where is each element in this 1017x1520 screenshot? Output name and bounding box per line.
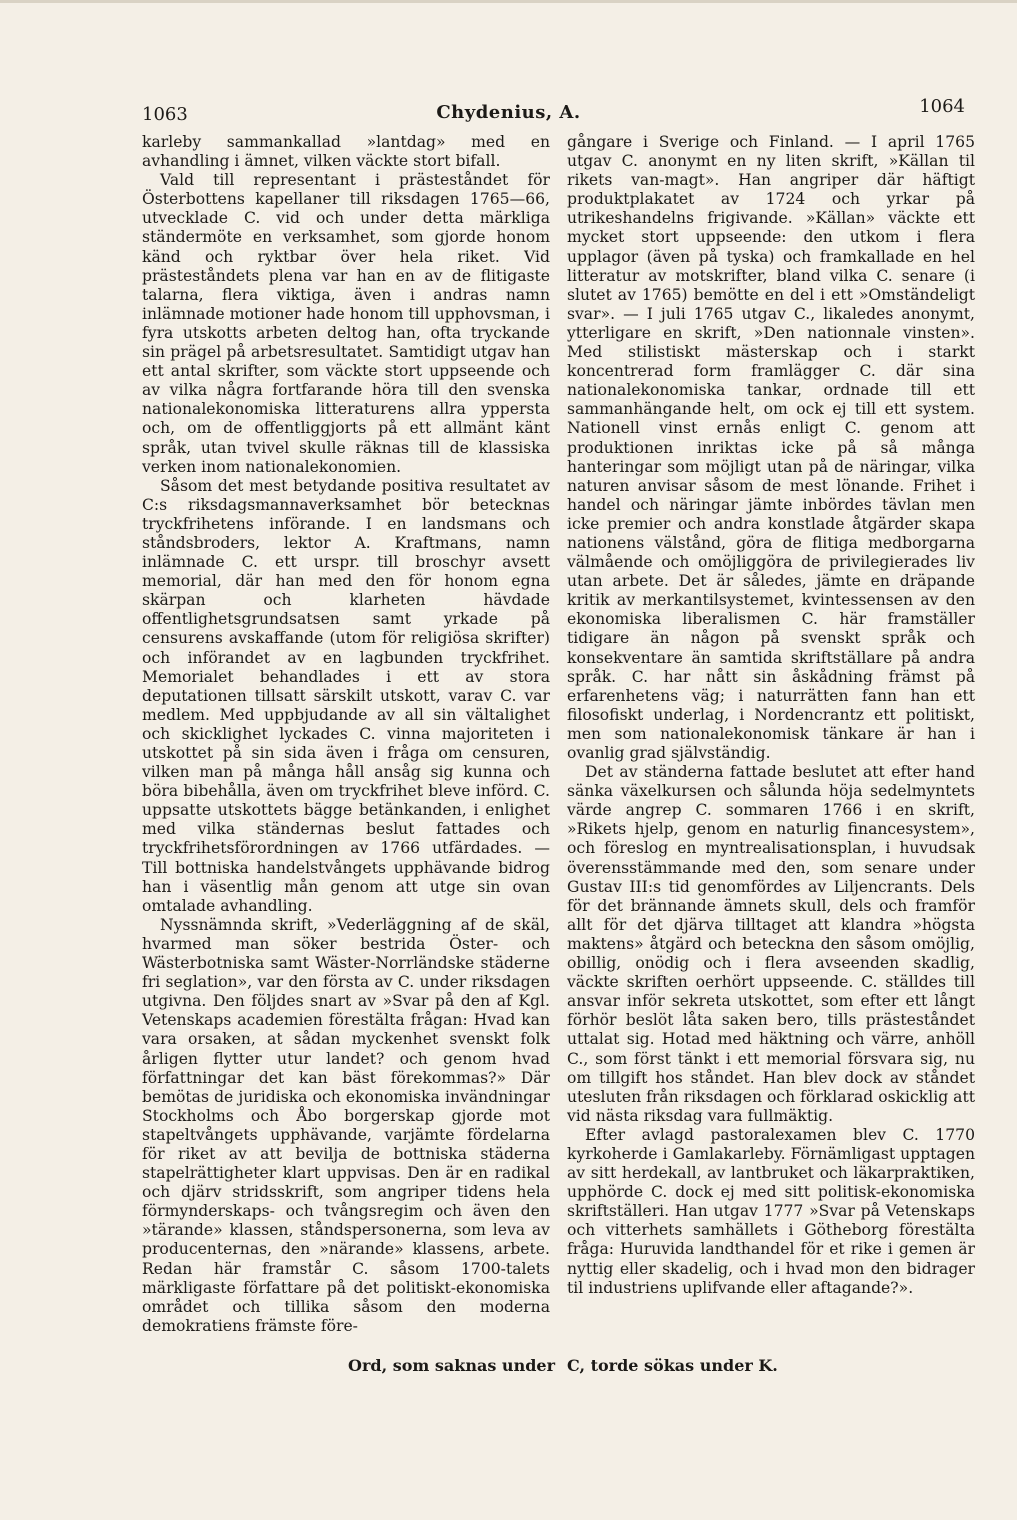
footer-note-left: Ord, som saknas under — [348, 1356, 555, 1375]
paragraph: Såsom det mest betydande positiva resultatet av C:s riksdagsmannaverksamhet bör betecknas tryckfrihetens införande. I en landsmans och ståndsbroders, lektor A. Kraftmans, namn inlämnade C. ett urspr. till broschyr avsett memorial, där han med den för honom egna skärpan och klarheten hävdade offentlighetsgrundsatsen samt yrkade på censurens avskaffande (utom för religiösa skrifter) och införandet av en lagbunden tryckfrihet. Memorialet behandlades i ett av stora deputationen tillsatt särskilt utskott, varav C. var medlem. Med uppbjudande av all sin vältalighet och skicklighet lyckades C. vinna majoriteten i utskottet på sin sida även i fråga om censuren, vilken man på många håll ansåg sig kunna och böra bibehålla, även om tryckfrihet bleve införd. C. uppsatte utskottets bägge betänkanden, i enlighet med vilka ständernas beslut fattades och tryckfrihetsförordningen av 1766 utfärdades. — Till bottniska handelstvångets upphävande bidrog han i väsentlig mån genom att utge sin ovan omtalade avhandling. — [142, 476, 550, 915]
paragraph: karleby sammankallad »lantdag» med en avhandling i ämnet, vilken väckte stort bifall. — [142, 133, 550, 171]
running-header — [0, 96, 1017, 128]
paragraph: Det av ständerna fattade beslutet att efter hand sänka växelkursen och sålunda höja sedelmyntets värde angrep C. sommaren 1766 i en skrift, »Rikets hjelp, genom en naturlig financesystem», och föreslog en myntrealisationsplan, i huvudsak överensstämmande med den, som senare under Gustav III:s tid genomfördes av Liljencrants. Dels för det brännande ämnets skull, dels och framför allt för det djärva tilltaget att klandra »högsta maktens» åtgärd och beteckna den såsom omöjlig, obillig, onödig och i flera avseenden skadlig, väckte skriften oerhört uppseende. C. ställdes till ansvar inför sekreta utskottet, som efter ett långt förhör beslöt låta saken bero, tills prästeståndet uttalat sig. Hotad med häktning och värre, anhöll C., som först tänkt i ett memorial försvara sig, nu om tillgift hos ståndet. Han blev dock av ståndet utesluten från riksdagen och förklarad oskicklig att vid nästa riksdag vara fullmäktig. — [567, 763, 975, 1125]
left-column — [142, 133, 550, 1336]
paragraph: gångare i Sverige och Finland. — I april 1765 utgav C. anonymt en ny liten skrift, »Källan til rikets van-magt». Han angriper där häftigt produktplakatet av 1724 och yrkar på utrikeshandelns frigivande. »Källan» väckte ett mycket stort uppseende: den utkom i flera upplagor (även på tyska) och framkallade en hel litteratur av motskrifter, bland vilka C. senare (i slutet av 1765) bemötte en del i ett »Omständeligt svar». — I juli 1765 utgav C., likaledes anonymt, ytterligare en skrift, »Den nationnale vinsten». Med stilistiskt mästerskap och i starkt koncentrerad form framlägger C. där sina nationalekonomiska tankar, ordnade till ett sammanhängande helt, om ock ej till ett system. Nationell vinst ernås enligt C. genom att produktionen inriktas icke på så många hanteringar som möjligt utan på de näringar, vilka naturen anvisar såsom de mest lönande. Frihet i handel och näringar jämte inbördes tävlan men icke premier och andra konstlade åtgärder skapa nationens välstånd, göra de flitiga medborgarna välmående och omöjliggöra de privilegierades liv utan arbete. Det är således, jämte en dräpande kritik av merkantilsystemet, kvintessensen av den ekonomiska liberalismen C. här framställer tidigare än någon på svenskt språk och konsekventare än samtida skriftställare på andra språk. C. har nått sin åskådning främst på erfarenhetens väg; i naturrätten fann han ett filosofiskt underlag, i Nordencrantz ett politiskt, men som nationalekonomisk tänkare är han i ovanlig grad självständig. — [567, 133, 975, 762]
page-number-left: 1063 — [142, 104, 188, 125]
page-number-right: 1064 — [919, 96, 965, 117]
footer-note-right: C, torde sökas under K. — [567, 1356, 778, 1375]
right-column — [567, 133, 975, 1298]
running-title: Chydenius, A. — [436, 102, 581, 123]
paragraph: Nyssnämnda skrift, »Vederläggning af de skäl, hvarmed man söker bestrida Öster- och Wästerbotniska samt Wäster-Norrländske städerne fri seglation», var den första av C. under riksdagen utgivna. Den följdes snart av »Svar på den af Kgl. Vetenskaps academien förestälta frågan: Hvad kan vara orsaken, at sådan myckenhet svenskt folk årligen flytter utur landet? och genom hvad författningar det kan bäst förekommas?» Där bemötas de juridiska och ekonomiska invändningar Stockholms och Åbo borgerskap gjorde mot stapeltvångets upphävande, varjämte fördelarna för riket av att bevilja de bottniska städerna stapelrättigheter klart uppvisas. Den är en radikal och djärv stridsskrift, som angriper tidens hela förmynderskaps- och tvångsregim och även den »tärande» klassen, ståndspersonerna, som leva av producenternas, den »närande» klassens, arbete. Redan här framstår C. såsom 1700-talets märkligaste författare på det politiskt-ekonomiska området och tillika såsom den moderna demokratiens främste före- — [142, 915, 550, 1335]
page-edge — [0, 0, 1017, 3]
paragraph: Vald till representant i prästeståndet för Österbottens kapellaner till riksdagen 1765—66, utvecklade C. vid och under detta märkliga ständermöte en verksamhet, som gjorde honom känd och ryktbar över hela riket. Vid prästeståndets plena var han en av de flitigaste talarna, flera viktiga, även i andras namn inlämnade motioner hade honom till upphovsman, i fyra utskotts arbeten deltog han, ofta tryckande sin prägel på arbetsresultatet. Samtidigt utgav han ett antal skrifter, som väckte stort uppseende och av vilka några fortfarande höra till den svenska nationalekonomiska litteraturens allra yppersta och, om de offentliggjorts på ett allmänt känt språk, utan tvivel skulle räknas till de klassiska verken inom nationalekonomien. — [142, 171, 550, 476]
paragraph: Efter avlagd pastoralexamen blev C. 1770 kyrkoherde i Gamlakarleby. Förnämligast upptagen av sitt herdekall, av lantbruket och läkarpraktiken, upphörde C. dock ej med sitt politisk-ekonomiska skriftställeri. Han utgav 1777 »Svar på Vetenskaps och vitterhets samhällets i Götheborg förestälta fråga: Huruvida landthandel för et rike i gemen är nyttig eller skadelig, och i hvad mon den bidrager til industriens uplifvande eller aftagande?». — [567, 1125, 975, 1297]
